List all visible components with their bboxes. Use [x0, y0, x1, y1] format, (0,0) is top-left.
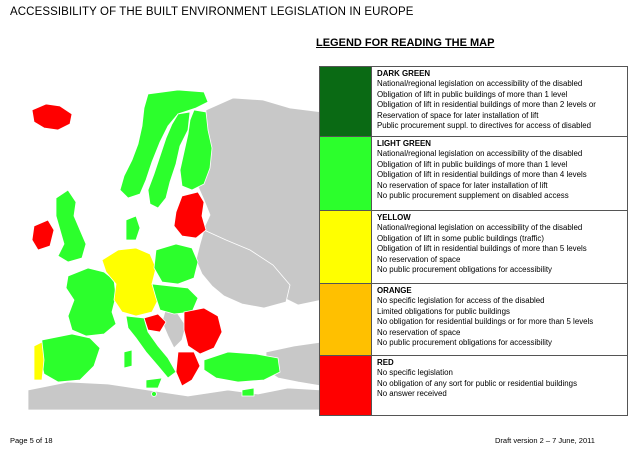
legend-row-yellow: [320, 211, 627, 284]
sicily: [146, 378, 162, 388]
romania-bulgaria: [184, 308, 222, 354]
legend-line: No reservation of space: [377, 327, 461, 337]
legend-text-yellow: [377, 213, 623, 275]
legend-line: No public procurement supplement on disabled access: [377, 191, 569, 201]
poland: [154, 244, 198, 284]
north-africa-region: [28, 382, 322, 410]
greece: [176, 352, 200, 386]
legend-line: National/regional legislation on accessibility of the disabled: [377, 79, 583, 89]
legend-line: National/regional legislation on accessibility of the disabled: [377, 223, 583, 233]
draft-version: Draft version 2 – 7 June, 2011: [495, 436, 595, 445]
legend-text-dark-green: [377, 69, 623, 131]
legend-line: Obligation of lift in public buildings of more than 1 level: [377, 89, 568, 99]
turkey: [204, 352, 280, 382]
legend-row-dark-green: [320, 67, 627, 137]
legend-line: Obligation of lift in some public buildings (traffic): [377, 233, 544, 243]
legend-line: Obligation of lift in residential buildings of more than 5 levels: [377, 244, 587, 254]
legend-line: No reservation of space for later installation of lift: [377, 180, 548, 190]
central-green-block: [152, 284, 198, 314]
legend-table: [319, 66, 628, 416]
legend-heading: DARK GREEN: [377, 69, 431, 78]
legend-line: Limited obligations for public buildings: [377, 306, 510, 316]
legend-text-red: [377, 358, 623, 400]
legend-line: Public procurement suppl. to directives for access of disabled: [377, 121, 592, 131]
france: [66, 268, 116, 336]
spain: [40, 334, 100, 382]
legend-swatch-red: [320, 356, 372, 415]
legend-line: No specific legislation for access of the disabled: [377, 296, 545, 306]
sardinia: [124, 350, 132, 368]
legend-swatch-dark-green: [320, 67, 372, 136]
legend-row-light-green: [320, 137, 627, 211]
malta: [152, 392, 157, 397]
legend-line: No public procurement obligations for accessibility: [377, 265, 552, 275]
legend-swatch-light-green: [320, 137, 372, 210]
europe-map: [28, 90, 322, 410]
legend-title: LEGEND FOR READING THE MAP: [316, 37, 495, 49]
cyprus: [242, 388, 254, 396]
legend-line: No specific legislation: [377, 368, 453, 378]
legend-heading: LIGHT GREEN: [377, 139, 431, 148]
denmark: [126, 216, 140, 240]
legend-line: Reservation of space for later installation of lift: [377, 110, 539, 120]
page-title: ACCESSIBILITY OF THE BUILT ENVIRONMENT LEGISLATION IN EUROPE: [10, 6, 414, 18]
legend-swatch-yellow: [320, 211, 372, 283]
legend-text-orange: [377, 286, 623, 348]
legend-line: National/regional legislation on accessibility of the disabled: [377, 149, 583, 159]
legend-line: Obligation of lift in residential buildings of more than 2 levels or: [377, 100, 596, 110]
iceland: [32, 104, 72, 130]
page-number: Page 5 of 18: [10, 436, 53, 445]
legend-line: No answer received: [377, 389, 447, 399]
legend-line: Obligation of lift in public buildings of more than 1 level: [377, 159, 568, 169]
legend-row-red: [320, 356, 627, 415]
legend-line: Obligation of lift in residential buildings of more than 4 levels: [377, 170, 587, 180]
legend-heading: ORANGE: [377, 286, 412, 295]
united-kingdom: [56, 190, 86, 262]
baltic-states: [174, 192, 206, 238]
legend-line: No reservation of space: [377, 254, 461, 264]
legend-swatch-orange: [320, 284, 372, 355]
legend-line: No obligation of any sort for public or residential buildings: [377, 378, 578, 388]
legend-text-light-green: [377, 139, 623, 201]
legend-line: No public procurement obligations for accessibility: [377, 338, 552, 348]
legend-row-orange: [320, 284, 627, 356]
legend-heading: RED: [377, 358, 394, 367]
legend-line: No obligation for residential buildings or for more than 5 levels: [377, 317, 594, 327]
legend-heading: YELLOW: [377, 213, 411, 222]
ireland: [32, 220, 54, 250]
portugal: [34, 342, 44, 380]
